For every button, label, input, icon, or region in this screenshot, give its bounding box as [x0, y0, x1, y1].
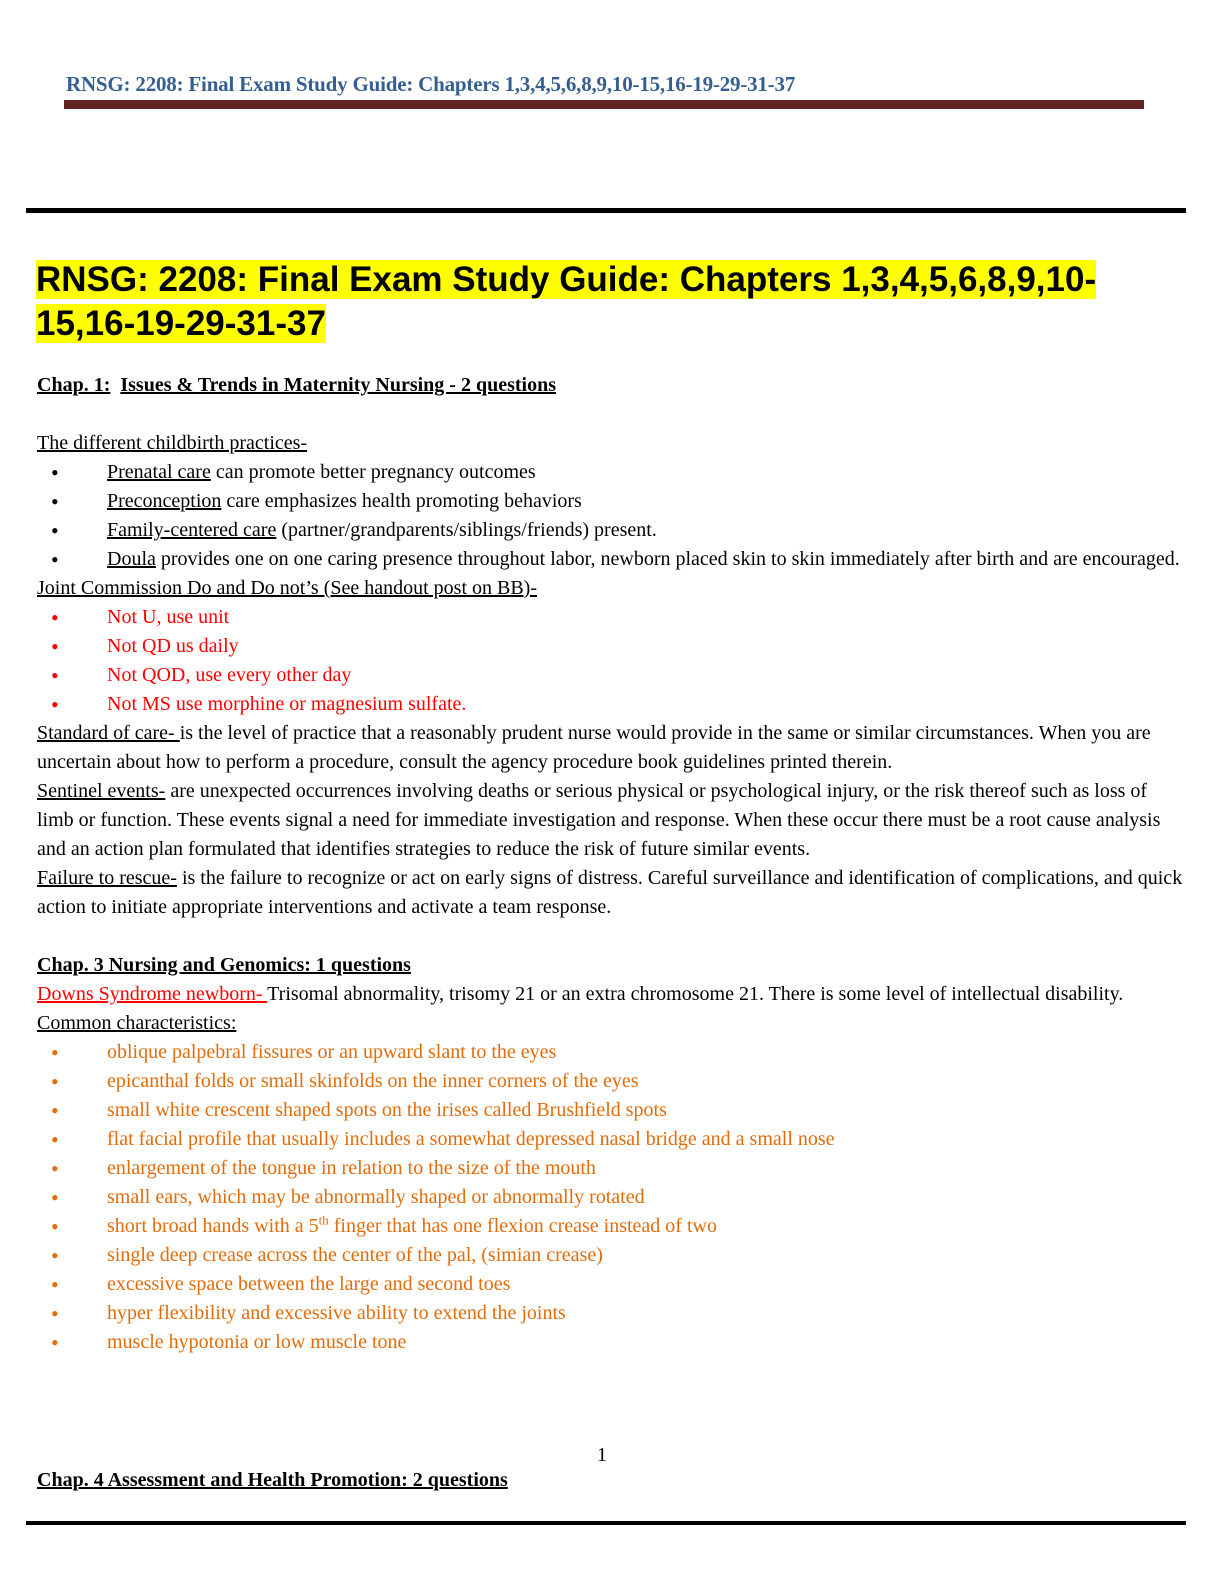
bottom-rule: [26, 1521, 1186, 1525]
chap3-heading: Chap. 3 Nursing and Genomics: 1 questions: [37, 954, 411, 976]
list-item: • hyper flexibility and excessive ability to extend the joints: [107, 1299, 1187, 1328]
characteristics-label: Common characteristics:: [37, 1012, 237, 1034]
list-item: • Family-centered care (partner/grandparents/siblings/friends) present.: [107, 516, 1187, 545]
document-title: [36, 258, 1186, 346]
top-rule: [26, 208, 1186, 213]
list-item: • muscle hypotonia or low muscle tone: [107, 1328, 1187, 1357]
list-item: • Not QD us daily: [107, 632, 1187, 661]
list-item: • Prenatal care can promote better pregnancy outcomes: [107, 458, 1187, 487]
running-header-title: RNSG: 2208: Final Exam Study Guide: Chapters 1,3,4,5,6,8,9,10-15,16-19-29-31-37: [66, 72, 796, 96]
joint-commission-label: Joint Commission Do and Do not’s (See handout post on BB)-: [37, 577, 537, 599]
practices-label: The different childbirth practices-: [37, 432, 308, 454]
sentinel-events-paragraph: Sentinel events- are unexpected occurrences involving deaths or serious physical or psychological injury, or the risk thereof such as loss of limb or function. These events signal a need for immediate investigation and response. When these occur there must be a root cause analysis and an action plan formulated that identifies strategies to reduce the risk of future similar events.: [37, 780, 1161, 860]
document-body: [37, 371, 1187, 1357]
downs-syndrome-paragraph: Downs Syndrome newborn- Trisomal abnormality, trisomy 21 or an extra chromosome 21. There is some level of intellectual disability.: [37, 983, 1124, 1005]
list-item: • excessive space between the large and second toes: [107, 1270, 1187, 1299]
list-item: • small ears, which may be abnormally shaped or abnormally rotated: [107, 1183, 1187, 1212]
joint-commission-list: [37, 603, 1187, 719]
list-item: • single deep crease across the center of the pal, (simian crease): [107, 1241, 1187, 1270]
characteristics-list: [37, 1038, 1187, 1357]
chap1-heading: Chap. 1: Issues & Trends in Maternity Nursing - 2 questions: [37, 374, 556, 396]
practices-list: [37, 458, 1187, 574]
list-item: • Preconception care emphasizes health promoting behaviors: [107, 487, 1187, 516]
list-item: • epicanthal folds or small skinfolds on the inner corners of the eyes: [107, 1067, 1187, 1096]
list-item: • short broad hands with a 5th finger that has one flexion crease instead of two: [107, 1212, 1187, 1241]
list-item: • oblique palpebral fissures or an upward slant to the eyes: [107, 1038, 1187, 1067]
list-item: • enlargement of the tongue in relation to the size of the mouth: [107, 1154, 1187, 1183]
failure-to-rescue-paragraph: Failure to rescue- is the failure to recognize or act on early signs of distress. Careful surveillance and identification of complications, and quick action to initiate appropriate interventions and activate a team response.: [37, 867, 1183, 918]
list-item: • Not QOD, use every other day: [107, 661, 1187, 690]
chap4-heading: Chap. 4 Assessment and Health Promotion: 2 questions: [37, 1469, 508, 1491]
standard-of-care-paragraph: Standard of care- is the level of practice that a reasonably prudent nurse would provide in the same or similar circumstances. When you are uncertain about how to perform a procedure, consult the agency procedure book guidelines printed therein.: [37, 722, 1151, 773]
page-number: 1: [597, 1444, 607, 1466]
list-item: • Not MS use morphine or magnesium sulfate.: [107, 690, 1187, 719]
list-item: • Doula provides one on one caring presence throughout labor, newborn placed skin to skin immediately after birth and are encouraged.: [107, 545, 1187, 574]
list-item: • flat facial profile that usually includes a somewhat depressed nasal bridge and a small nose: [107, 1125, 1187, 1154]
title-line-2: 15,16-19-29-31-37: [36, 304, 326, 343]
list-item: • small white crescent shaped spots on the irises called Brushfield spots: [107, 1096, 1187, 1125]
title-line-1: RNSG: 2208: Final Exam Study Guide: Chapters 1,3,4,5,6,8,9,10-: [36, 260, 1097, 299]
header-rule: [64, 100, 1144, 109]
list-item: • Not U, use unit: [107, 603, 1187, 632]
